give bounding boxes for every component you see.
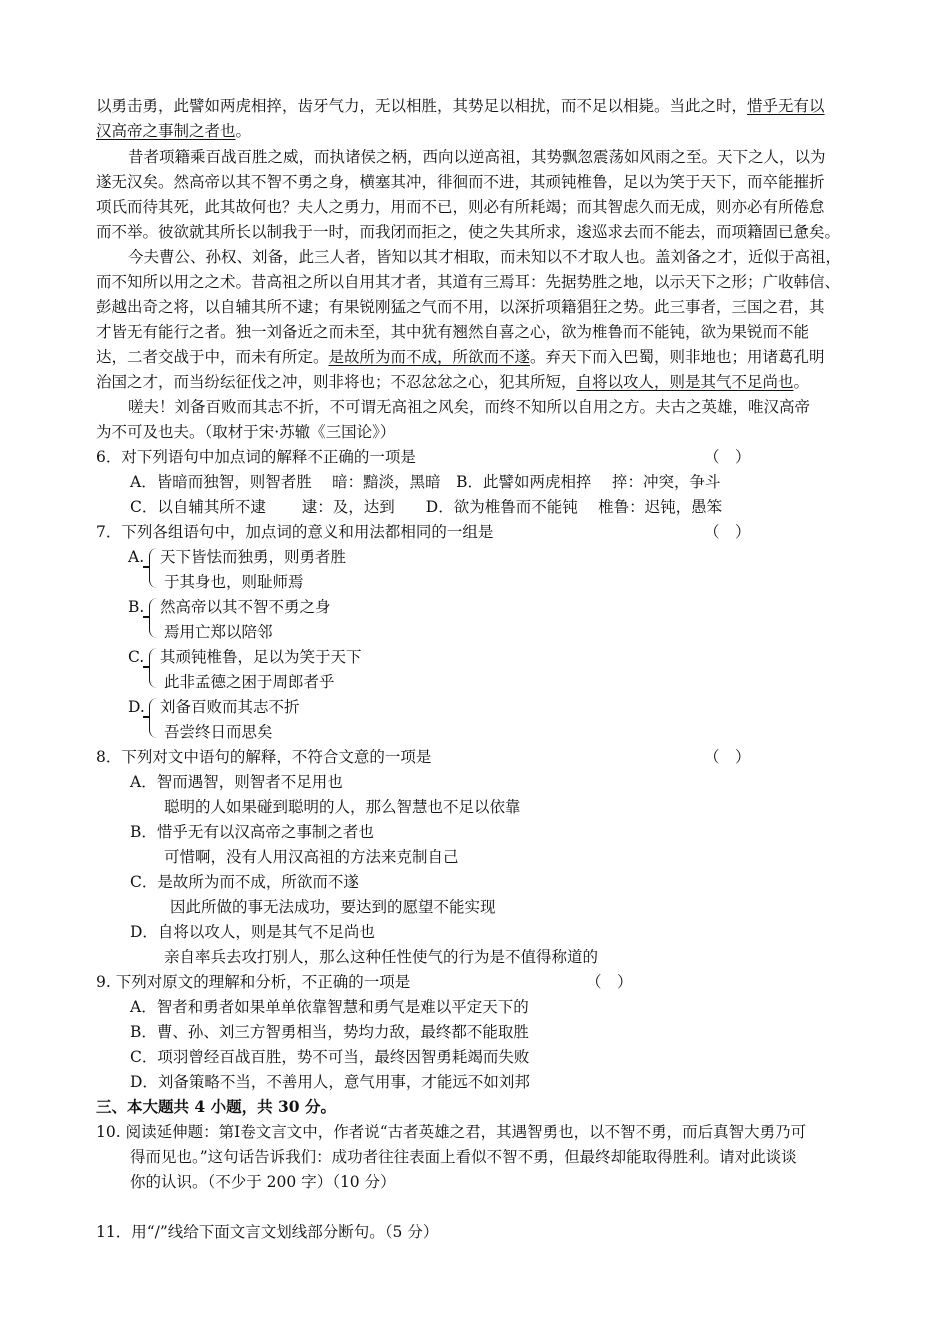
text: 治国之才，而当纷纭征伐之冲，则非将也；不忍忿忿之心，犯其所短， [96,373,577,391]
q9-option-b: B．曹、孙、刘三方智勇相当，势均力敌，最终都不能取胜 [130,1023,529,1041]
q6-answer-paren[interactable]: （ ） [704,448,751,466]
section-3-heading: 三、本大题共 4 小题，共 30 分。 [96,1097,336,1116]
q10-line-3: 你的认识。（不少于 200 字）（10 分） [130,1173,396,1191]
q7-option-c-letter: C. [128,648,145,666]
passage-line-11 [96,345,825,369]
q7-option-d-line2: 吾尝终日而思矣 [164,723,273,741]
q8-answer-paren[interactable]: （ ） [704,748,751,766]
q7-option-a-line1: 天下皆怯而独勇，则勇者胜 [160,548,347,566]
passage-line-10: 才皆无有能行之者。独一刘备近之而未至，其中犹有翘然自喜之心，欲为椎鲁而不能钝，欲为果锐而不能 [96,323,810,341]
text: 达，二者交战于中，而未有所定。 [96,348,329,366]
text: 。弃天下而入巴蜀，则非地也；用诸葛孔明 [530,348,825,366]
passage-line-4: 遂无汉矣。然高帝以其不智不勇之身，横塞其冲，徘徊而不进，其顽钝椎鲁，足以为笑于天下，而卒能摧折 [96,173,825,191]
q8-option-c-explain: 因此所做的事无法成功，要达到的愿望不能实现 [170,898,496,916]
passage-line-2 [96,119,251,143]
text: 。 [793,373,810,391]
q11-line-1: 11．用“/”线给下面文言文划线部分断句。（5 分） [96,1223,439,1241]
underlined-text: 是故所为而不成，所欲而不遂 [328,348,531,366]
underlined-text: 汉高帝之事制之者也 [96,122,236,140]
q6-stem: 6．对下列语句中加点词的解释不正确的一项是 [96,448,416,466]
q9-answer-paren[interactable]: （ ） [586,973,633,991]
passage-line-5: 项氏而待其死，此其故何也？夫人之勇力，用而不已，则必有所耗竭；而其智虑久而无成，则亦必有所倦怠 [96,198,825,216]
passage-line-12 [96,370,809,394]
q9-stem: 9. 下列对原文的理解和分析，不正确的一项是 [96,973,411,991]
passage-line-9: 彭越出奇之将，以自辅其所不逮；有果锐刚猛之气而不用，以深折项籍猖狂之势。此三事者，三国之君，其 [96,298,825,316]
passage-line-14: 为不可及也夫。（取材于宋·苏辙《三国论》） [96,423,396,441]
underlined-text: 自将以攻人，则是其气不足尚也 [576,373,794,391]
text: 。 [235,122,252,140]
brace-icon [149,598,158,638]
q8-option-d-explain: 亲自率兵去攻打别人，那么这种任性使气的行为是不值得称道的 [164,948,599,966]
q7-option-d-letter: D. [128,698,145,716]
underlined-text: 惜乎无有以 [747,97,825,115]
q9-option-c: C．项羽曾经百战百胜，势不可当，最终因智勇耗竭而失败 [130,1048,530,1066]
brace-icon [149,698,158,738]
passage-line-1 [96,94,825,118]
q8-option-a: A．智而遇智，则智者不足用也 [130,773,343,791]
q7-option-a-letter: A. [128,548,145,566]
q8-stem: 8．下列对文中语句的解释，不符合文意的一项是 [96,748,432,766]
q7-option-c-line2: 此非孟德之困于周郎者乎 [164,673,335,691]
q7-option-d-line1: 刘备百败而其志不折 [160,698,300,716]
passage-line-13: 嗟夫！刘备百败而其志不折，不可谓无高祖之风矣，而终不知所以自用之方。夫古之英雄，唯汉高帝 [128,398,811,416]
brace-icon [149,648,158,688]
q7-answer-paren[interactable]: （ ） [704,523,751,541]
q10-line-1: 10. 阅读延伸题：第Ⅰ卷文言文中，作者说“古者英雄之君，其遇智勇也，以不智不勇，而后真智大勇乃可 [96,1123,807,1141]
text: 以勇击勇，此譬如两虎相捽，齿牙气力，无以相胜，其势足以相扰，而不足以相毙。当此之时， [96,97,748,115]
q7-option-c-line1: 其顽钝椎鲁，足以为笑于天下 [160,648,362,666]
q10-line-2: 得而见也。”这句话告诉我们：成功者往往表面上看似不智不勇，但最终却能取得胜利。请对此谈谈 [130,1148,797,1166]
q8-option-b-explain: 可惜啊，没有人用汉高祖的方法来克制自己 [164,848,459,866]
passage-line-3: 昔者项籍乘百战百胜之威，而执诸侯之柄，西向以逆高祖，其势飘忽震荡如风雨之至。天下之人，以为 [128,148,826,166]
q8-option-b: B．惜乎无有以汉高帝之事制之者也 [130,823,374,841]
brace-icon [149,548,158,588]
passage-line-6: 而不举。彼欲就其所长以制我于一时，而我闭而拒之，使之失其所求，逡巡求去而不能去，而项籍固已惫矣。 [96,223,841,241]
q8-option-c: C．是故所为而不成，所欲而不遂 [130,873,359,891]
q8-option-d: D．自将以攻人，则是其气不足尚也 [130,923,375,941]
q7-option-b-line2: 焉用亡郑以陪邻 [164,623,273,641]
q8-option-a-explain: 聪明的人如果碰到聪明的人，那么智慧也不足以依靠 [164,798,521,816]
q9-option-d: D．刘备策略不当，不善用人，意气用事，才能远不如刘邦 [130,1073,530,1091]
q7-stem: 7．下列各组语句中，加点词的意义和用法都相同的一组是 [96,523,494,541]
q6-options-ab: A．皆暗而独智，则智者胜 暗：黯淡，黑暗 B．此譬如两虎相捽 捽：冲突，争斗 [130,473,721,491]
q6-options-cd: C．以自辅其所不逮 逮：及，达到 D．欲为椎鲁而不能钝 椎鲁：迟钝，愚笨 [130,498,723,516]
passage-line-7: 今夫曹公、孙权、刘备，此三人者，皆知以其才相取，而未知以不才取人也。盖刘备之才，近似于高祖， [128,248,842,266]
q9-option-a: A．智者和勇者如果单单依靠智慧和勇气是难以平定天下的 [130,998,529,1016]
passage-line-8: 而不知所以用之之术。昔高祖之所以自用其才者，其道有三焉耳：先据势胜之地，以示天下之形；广收韩信、 [96,273,841,291]
q7-option-a-line2: 于其身也，则耻师焉 [164,573,304,591]
q7-option-b-letter: B. [128,598,145,616]
q7-option-b-line1: 然高帝以其不智不勇之身 [160,598,331,616]
